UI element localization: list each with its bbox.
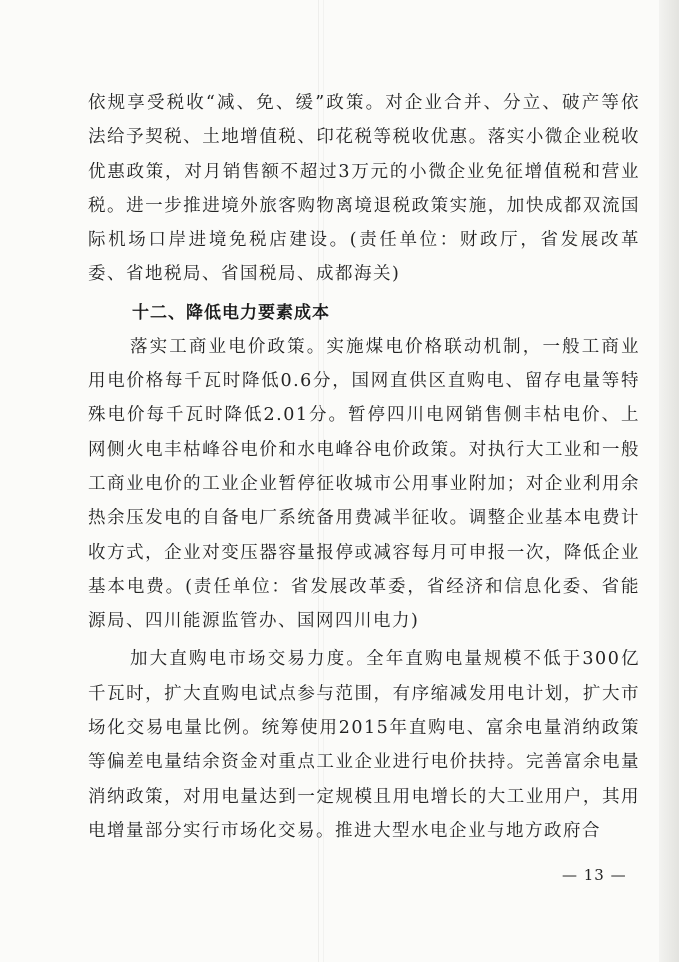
section-heading: 十二、降低电力要素成本 bbox=[132, 302, 330, 323]
page-number: — 13 — bbox=[562, 866, 627, 884]
paragraph-continued-tax-policy: 依规享受税收“减、免、缓”政策。对企业合并、分立、破产等依法给予契税、土地增值税、印花税等税收优惠。落实小微企业税收优惠政策，对月销售额不超过3万元的小微企业免征增值税和营业税。进一步推进境外旅客购物离境退税政策实施，加快成都双流国际机场口岸进境免税店建设。(责任单位：财政厅，省发展改革委、省地税局、省国税局、成都海关) bbox=[88, 93, 640, 285]
paragraph-direct-power-purchase: 加大直购电市场交易力度。全年直购电量规模不低于300亿千瓦时，扩大直购电试点参与范围，有序缩减发用电计划，扩大市场化交易电量比例。统筹使用2015年直购电、富余电量消纳政策等偏差电量结余资金对重点工业企业进行电价扶持。完善富余电量消纳政策，对用电量达到一定规模且用电增长的大工业用户，其用电增量部分实行市场化交易。推进大型水电企业与地方政府合 bbox=[88, 649, 640, 841]
document-body bbox=[88, 86, 640, 848]
paragraph-electricity-price-policy: 落实工商业电价政策。实施煤电价格联动机制，一般工商业用电价格每千瓦时降低0.6分，国网直供区直购电、留存电量等特殊电价每千瓦时降低2.01分。暂停四川电网销售侧丰枯电价、上网侧火电丰枯峰谷电价和水电峰谷电价政策。对执行大工业和一般工商业电价的工业企业暂停征收城市公用事业附加；对企业利用余热余压发电的自备电厂系统备用费减半征收。调整企业基本电费计收方式，企业对变压器容量报停或减容每月可申报一次，降低企业基本电费。(责任单位：省发展改革委，省经济和信息化委、省能源局、四川能源监管办、国网四川电力) bbox=[88, 336, 640, 632]
page-edge-shadow bbox=[659, 0, 679, 962]
